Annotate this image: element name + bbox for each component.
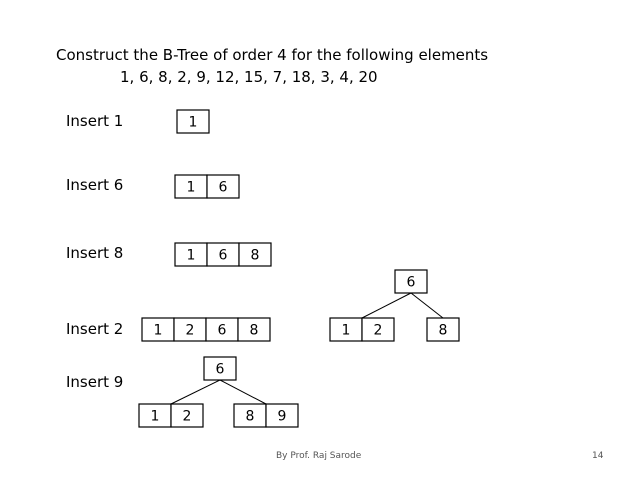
key-value: 9	[277, 408, 287, 425]
btree-node	[177, 110, 209, 133]
key-value: 8	[250, 247, 260, 264]
btree-node	[175, 175, 239, 198]
key-value: 2	[373, 322, 383, 339]
footer-credit: By Prof. Raj Sarode	[276, 451, 362, 461]
step-label-insert-8: Insert 8	[66, 244, 124, 262]
btree-node	[142, 318, 270, 341]
key-value: 1	[150, 408, 160, 425]
step-label-insert-6: Insert 6	[66, 176, 124, 194]
page-number: 14	[592, 451, 604, 461]
key-value: 8	[249, 322, 259, 339]
btree-node	[234, 404, 298, 427]
step-label-insert-9: Insert 9	[66, 373, 124, 391]
key-value: 6	[217, 322, 227, 339]
btree-node	[139, 404, 203, 427]
key-value: 2	[185, 322, 195, 339]
btree-node	[204, 357, 236, 380]
tree-edge-n5-n6	[362, 293, 411, 318]
step-label-insert-1: Insert 1	[66, 112, 124, 130]
key-value: 2	[182, 408, 192, 425]
key-value: 1	[186, 179, 196, 196]
key-value: 8	[245, 408, 255, 425]
key-value: 1	[153, 322, 163, 339]
btree-node	[175, 243, 271, 266]
key-value: 1	[186, 247, 196, 264]
key-value: 6	[218, 247, 228, 264]
tree-edge-n8-n10	[220, 380, 266, 404]
key-value: 6	[215, 361, 225, 378]
key-value: 6	[406, 274, 416, 291]
key-value: 8	[438, 322, 448, 339]
key-value: 1	[341, 322, 351, 339]
tree-edge-n8-n9	[171, 380, 220, 404]
key-value: 6	[218, 179, 228, 196]
slide-title: Construct the B-Tree of order 4 for the following elements	[56, 46, 489, 64]
btree-node	[395, 270, 427, 293]
tree-edge-n5-n7	[411, 293, 443, 318]
btree-node	[427, 318, 459, 341]
elements-list: 1, 6, 8, 2, 9, 12, 15, 7, 18, 3, 4, 20	[120, 68, 378, 86]
step-label-insert-2: Insert 2	[66, 320, 124, 338]
key-value: 1	[188, 114, 198, 131]
btree-node	[330, 318, 394, 341]
